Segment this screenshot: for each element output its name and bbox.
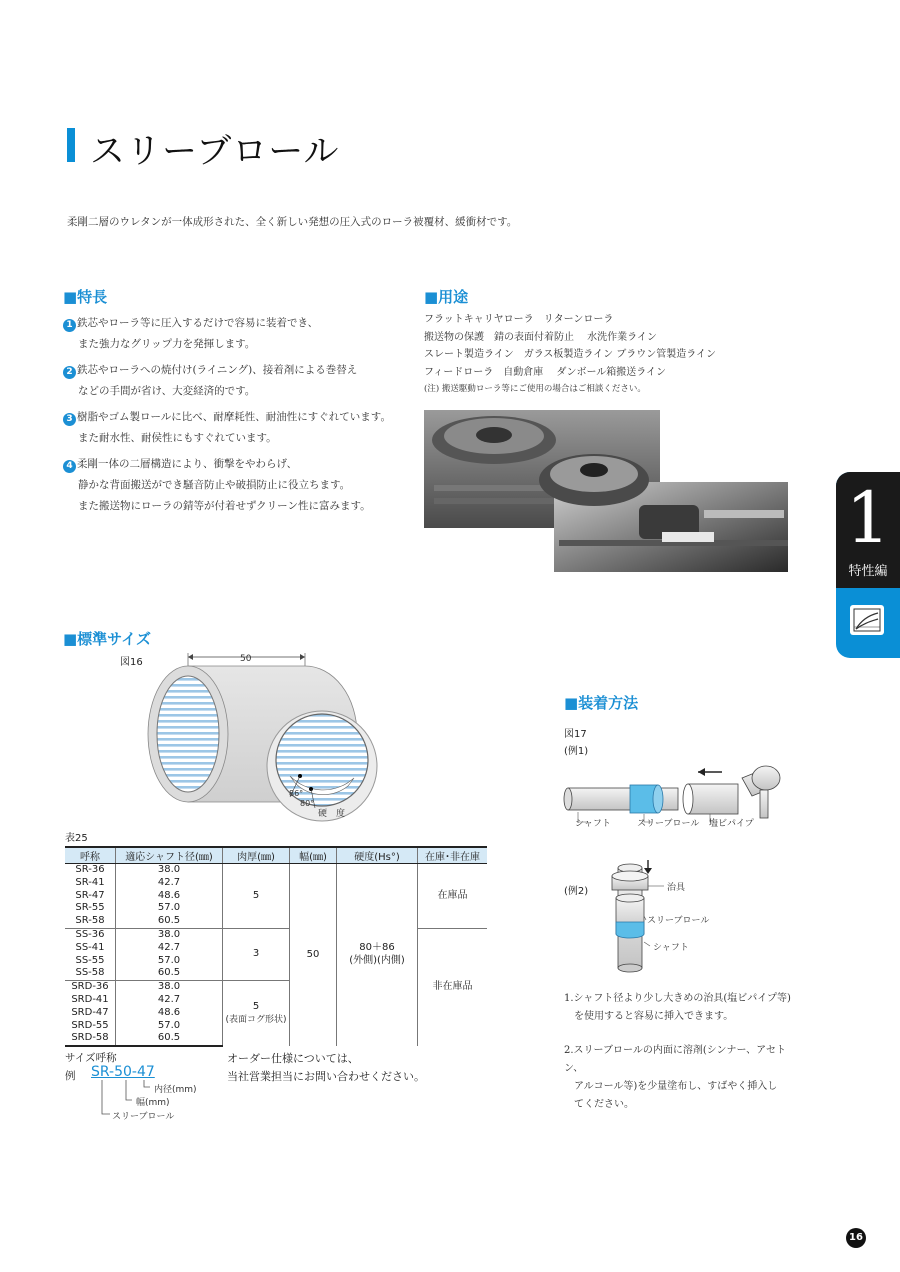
- number-badge-icon: 1: [63, 319, 76, 332]
- naming-product: スリーブロール: [112, 1112, 175, 1122]
- table-row: SR-41: [75, 876, 105, 888]
- feature-item: 4 柔剛一体の二層構造により、衝撃をやわらげ、 静かな背面搬送ができ騒音防止や破損防止に役立ちます。 また搬送物にローラの錆等が付着せずクリーン性に富みます。: [63, 454, 423, 517]
- col-header: 幅(㎜): [290, 847, 337, 864]
- uses-heading: ■用途: [424, 288, 469, 306]
- figure17-label: 図17: [564, 729, 587, 740]
- naming-inner: 内径(mm): [154, 1085, 197, 1095]
- use-line: 搬送物の保護 錆の表面付着防止 水洗作業ライン: [424, 331, 657, 343]
- svg-text:50: 50: [240, 654, 252, 664]
- chapter-number: 1: [845, 477, 891, 559]
- table-row: SS-55: [75, 954, 105, 966]
- features-list: [63, 313, 423, 517]
- table-row: SRD-58: [65, 1032, 116, 1046]
- install-note2: 2.スリーブロールの内面に溶剤(シンナー、アセトン、 アルコール等)を少量塗布し、すばやく挿入し てください。: [564, 1045, 786, 1110]
- table-row: SS-58: [75, 967, 105, 979]
- label-sleeve2: スリーブロール: [647, 916, 710, 926]
- example1-label: (例1): [564, 746, 589, 757]
- page-number: 16: [846, 1228, 866, 1248]
- table-row: SR-55: [75, 902, 105, 914]
- size-table: 呼称 適応シャフト径(㎜) 肉厚(㎜) 幅(㎜) 硬度(Hs°) 在庫･非在庫 SR-36 38.0 5 50 80＋86 (外側)(内側) 在庫品 SR-41 42.7 SR-47 48.6 SR-55 57.0 SR-58 60.5 SS-36 38.0 3 非在庫品 SS-41 42.7 SS-55 57.0 SS-58 60.5 SRD-36 38.0 5 (表面コグ形状) SRD-41 42.7 SRD-47 48.6 SRD-55 57.0 SRD-58 60.5: [65, 846, 487, 1047]
- label-shaft: シャフト: [575, 819, 611, 829]
- use-line: スレート製造ライン ガラス板製造ライン ブラウン管製造ライン: [424, 349, 716, 360]
- standard-size-heading: ■標準サイズ: [63, 630, 151, 648]
- col-header: 硬度(Hs°): [337, 847, 418, 864]
- label-jig: 治具: [667, 883, 686, 893]
- install-note1: 1.シャフト径より少し大きめの治具(塩ビパイプ等) を使用すると容易に挿入できます。: [564, 993, 791, 1022]
- number-badge-icon: 2: [63, 366, 76, 379]
- chart-icon[interactable]: [850, 605, 884, 635]
- feature-item: 3 樹脂やゴム製ロールに比べ、耐摩耗性、耐油性にすぐれています。 また耐水性、耐侯性にもすぐれています。: [63, 407, 423, 449]
- uses-note: (注) 搬送駆動ローラ等にご使用の場合はご相談ください。: [424, 384, 646, 394]
- number-badge-icon: 4: [63, 460, 76, 473]
- table-row: SRD-41: [71, 993, 109, 1005]
- install-heading: ■装着方法: [564, 694, 639, 712]
- label-pipe: 塩ビパイプ: [709, 819, 754, 829]
- col-header: 適応シャフト径(㎜): [116, 847, 223, 864]
- table-row: SRD-36: [65, 981, 116, 994]
- sleeve-roll-figure: [140, 648, 390, 826]
- label-shaft2: シャフト: [653, 943, 689, 953]
- naming-width: 幅(mm): [136, 1098, 170, 1108]
- naming-code: SR-50-47: [91, 1064, 155, 1080]
- number-badge-icon: 3: [63, 413, 76, 426]
- col-header: 呼称: [65, 847, 116, 864]
- naming-example: 例: [65, 1070, 76, 1082]
- table-row: SS-41: [75, 941, 105, 953]
- svg-text:86°: 86°: [289, 789, 304, 798]
- naming-title: サイズ呼称: [65, 1052, 117, 1064]
- page-title: スリーブロール: [90, 132, 340, 172]
- chapter-label: 特性編: [848, 564, 888, 579]
- title-accent-bar: [67, 128, 75, 162]
- use-line: フラットキャリヤローラ リターンローラ: [424, 314, 614, 325]
- table-row: SR-58: [75, 915, 105, 927]
- order-note-line1: オーダー仕様については、: [227, 1052, 359, 1065]
- table25-label: 表25: [65, 833, 88, 844]
- application-photo: [424, 410, 788, 572]
- feature-item: 1 鉄芯やローラ等に圧入するだけで容易に装着でき、 また強力なグリップ力を発揮します。: [63, 313, 423, 355]
- col-header: 肉厚(㎜): [223, 847, 290, 864]
- table-row: SRD-55: [71, 1019, 109, 1031]
- uses-list: [424, 311, 724, 399]
- example2-label: (例2): [564, 886, 589, 897]
- use-line: フィードローラ 自動倉庫 ダンボール箱搬送ライン: [424, 366, 666, 378]
- table-row: SR-47: [75, 889, 105, 901]
- svg-text:硬 度: 硬 度: [318, 809, 346, 819]
- table-row: SS-36: [65, 928, 116, 941]
- figure16-label: 図16: [120, 657, 143, 668]
- intro-text: 柔剛二層のウレタンが一体成形された、全く新しい発想の圧入式のローラ被覆材、緩衝材です。: [67, 216, 518, 228]
- feature-item: 2 鉄芯やローラへの焼付け(ライニング)、接着剤による巻替え などの手間が省け、大変経済的です。: [63, 360, 423, 402]
- order-note-line2: 当社営業担当にお問い合わせください。: [227, 1070, 425, 1083]
- table-row: SRD-47: [71, 1006, 109, 1018]
- features-heading: ■特長: [63, 288, 108, 306]
- label-sleeve: スリーブロール: [637, 819, 700, 829]
- svg-text:80°: 80°: [300, 799, 315, 808]
- col-header: 在庫･非在庫: [418, 847, 488, 864]
- table-row: SR-36: [75, 864, 105, 875]
